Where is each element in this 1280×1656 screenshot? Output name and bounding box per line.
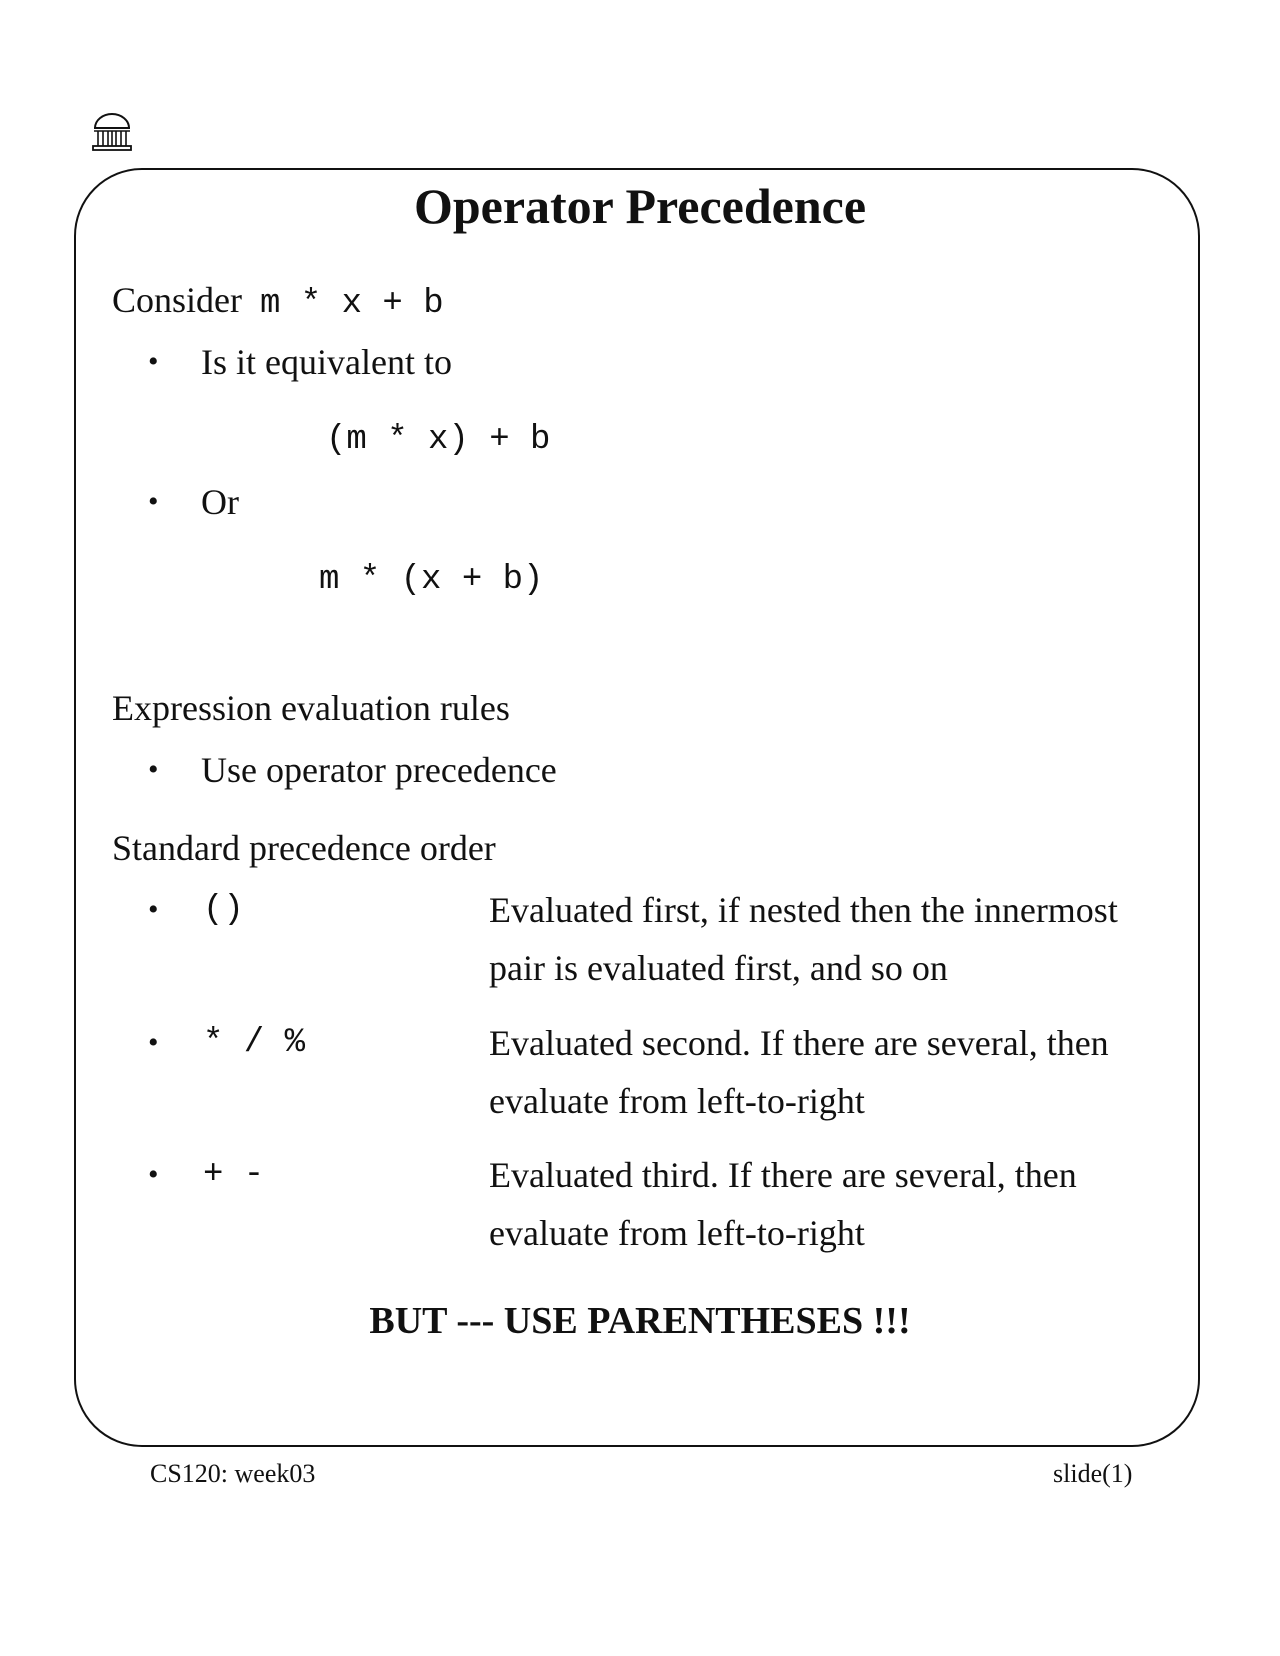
precedence-operator: ()	[203, 891, 244, 929]
order-heading: Standard precedence order	[112, 828, 496, 868]
precedence-operator: * / %	[203, 1024, 306, 1062]
bullet-marker: •	[148, 893, 159, 926]
bullet-marker: •	[148, 1158, 159, 1191]
precedence-description	[489, 881, 1118, 997]
bullet-marker: •	[148, 753, 159, 786]
parentheses-emphasis: BUT --- USE PARENTHESES !!!	[369, 1300, 911, 1342]
rules-heading: Expression evaluation rules	[112, 688, 510, 728]
slide-title: Operator Precedence	[413, 178, 867, 234]
consider-expression: m * x + b	[260, 285, 444, 323]
bullet-marker: •	[148, 485, 159, 518]
description-line: Evaluated second. If there are several, then	[489, 1023, 1109, 1063]
footer-slide-number: slide(1)	[1053, 1459, 1133, 1488]
precedence-description	[489, 1146, 1077, 1262]
description-line: pair is evaluated first, and so on	[489, 948, 948, 988]
description-line: Evaluated third. If there are several, then	[489, 1155, 1077, 1195]
bullet-or: Or	[201, 482, 239, 522]
rotunda-logo-icon	[91, 112, 133, 152]
bullet-marker: •	[148, 1026, 159, 1059]
footer-course: CS120: week03	[150, 1459, 316, 1488]
expression-1: (m * x) + b	[326, 421, 551, 459]
description-line: Evaluated first, if nested then the innermost	[489, 890, 1118, 930]
expression-2: m * (x + b)	[319, 561, 544, 599]
rules-bullet: Use operator precedence	[201, 750, 557, 790]
description-line: evaluate from left-to-right	[489, 1081, 865, 1121]
consider-label: Consider	[112, 280, 242, 320]
precedence-operator: + -	[203, 1156, 265, 1194]
bullet-equivalent: Is it equivalent to	[201, 342, 452, 382]
precedence-description	[489, 1014, 1109, 1130]
bullet-marker: •	[148, 345, 159, 378]
description-line: evaluate from left-to-right	[489, 1213, 865, 1253]
consider-line	[112, 278, 444, 326]
